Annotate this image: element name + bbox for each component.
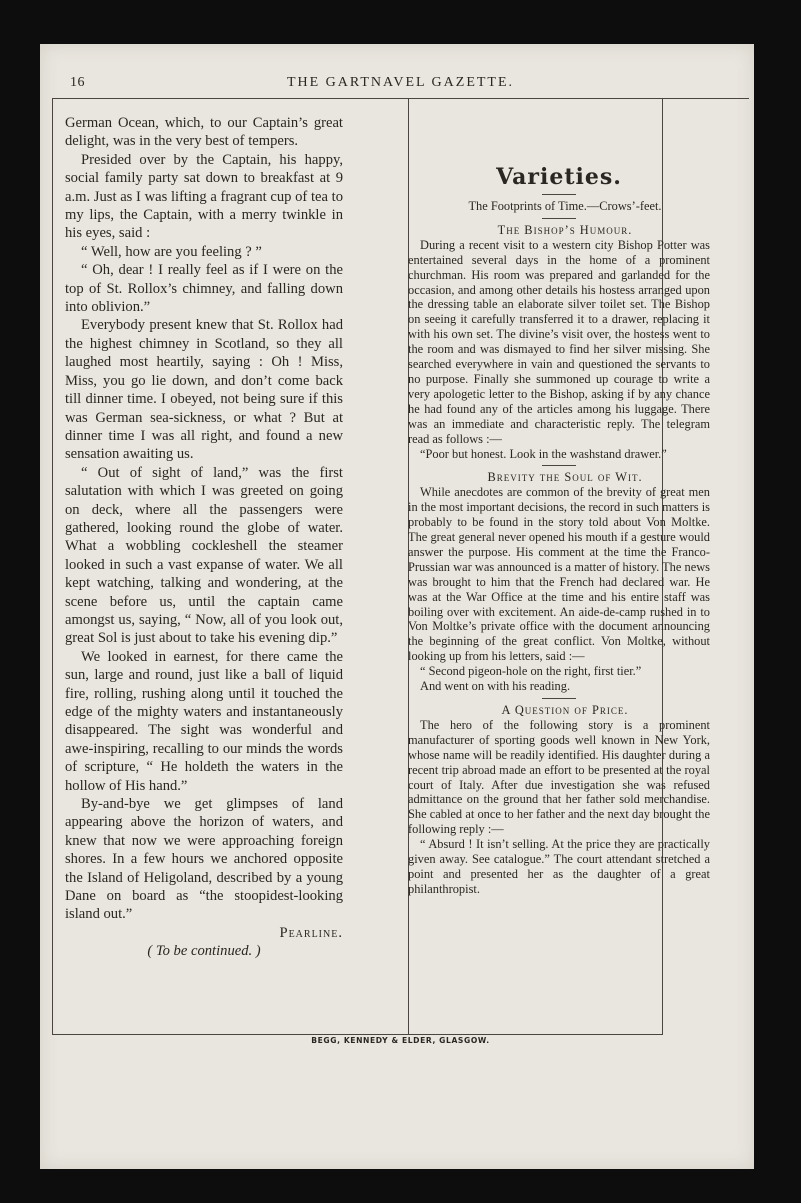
- paragraph: Everybody present knew that St. Rollox had the highest chimney in Scotland, so they all laughed most heartily, saying : Oh ! Miss, Miss, you go lie down, and don’t come back till dinner time. I obeyed, not being sure if this was German sea-sickness, or what ? But at dinner time I was all right, and found a new sensation awaiting us.: [65, 317, 343, 463]
- paragraph: “ Out of sight of land,” was the first salutation with which I was greeted on going on deck, where all the passengers were gathered, looking round the globe of water. What a wobbling cockleshell the steamer looked in such a vast expanse of water. We all kept watching, talking and wondering, at the scene before us, until the captain came amongst us, saying, “ Now, all of you look out, great Sol is just about to take his evening dip.”: [65, 464, 343, 647]
- section-title: A Question of Price.: [501, 703, 629, 717]
- printer-imprint: BEGG, KENNEDY & ELDER, GLASGOW.: [311, 1036, 490, 1045]
- paragraph: German Ocean, which, to our Captain’s great delight, was in the very best of tempers.: [65, 115, 343, 150]
- paragraph: “ Absurd ! It isn’t selling. At the price they are practically given away. See catalogue.” The court attendant stretched a point and presented her as the daughter of a great philanthropist.: [408, 837, 710, 896]
- rule: [542, 218, 576, 219]
- page-title: THE GARTNAVEL GAZETTE.: [286, 75, 515, 90]
- subheading: The Footprints of Time.—Crows’-feet.: [468, 199, 662, 213]
- section-title: The Bishop’s Humour.: [497, 222, 633, 237]
- paragraph: “Poor but honest. Look in the washstand drawer.”: [420, 446, 667, 461]
- paragraph: During a recent visit to a western city Bishop Potter was entertained several days in the home of a prominent churchman. His room was prepared and garlanded for the occasion, and among other details his hostess arranged upon the dressing table an elaborate silver toilet set. The Bishop on seeing it carefully transferred it to a drawer, replacing it with his own set. The divine’s visit over, the hostess went to the room and was dismayed to find her silver missing. She searched everywhere in vain and questioned the servants to no purpose. Finally she summoned up courage to write a very apologetic letter to the Bishop, asking if by any chance he had found any of the articles among his luggage. There was an immediate and characteristic reply. The telegram read as follows :—: [408, 237, 710, 446]
- rule: [542, 698, 576, 699]
- section-title: Brevity the Soul of Wit.: [487, 470, 643, 485]
- left-column: [65, 114, 343, 961]
- paragraph: “ Well, how are you feeling ? ”: [81, 243, 262, 260]
- paragraph: By-and-bye we get glimpses of land appearing above the horizon of waters, and knew that now we were approaching foreign shores. In a few hours we anchored opposite the Island of Heligoland, described by a young Dane on board as “the stoopidest-looking island out.”: [65, 796, 343, 923]
- paragraph: “ Oh, dear ! I really feel as if I were on the top of St. Rollox’s chimney, and falling down into oblivion.”: [65, 262, 343, 316]
- paragraph: Presided over by the Captain, his happy, social family party sat down to breakfast at 9 a.m. Just as I was lifting a fragrant cup of tea to my lips, the Captain, with a merry twinkle in his eyes, said :: [65, 151, 343, 242]
- paragraph: We looked in earnest, for there came the sun, large and round, just like a ball of liquid fire, rolling, rushing along until it touched the edge of the mighty waters and instantaneously disappeared. The sight was wonderful and awe-inspiring, recalling to our minds the words of scripture, “ He holdeth the waters in the hollow of His hand.”: [65, 648, 343, 794]
- varieties-heading: Varieties.: [496, 164, 622, 190]
- page-header: [52, 70, 749, 99]
- page-number: 16: [70, 75, 85, 90]
- paragraph: While anecdotes are common of the brevity of great men in the most important decisions, the record in such matters is probably to be found in the story told about Von Moltke. The great general never opened his mouth if a gesture would answer the purpose. His comment at the time the Franco-Prussian war was announced is a matter of history. The news was brought to him that the French had declared war. He was at the War Office at the time and his entire staff was boiling over with excitement. An aide-de-camp rushed in to Von Moltke’s private office with the document announcing the beginning of the great conflict. Von Moltke, without looking up from his letters, said :—: [408, 485, 710, 664]
- rule: [542, 194, 576, 195]
- paragraph: And went on with his reading.: [420, 679, 571, 694]
- paragraph: “ Second pigeon-hole on the right, first tier.”: [420, 664, 642, 679]
- continued-note: ( To be continued. ): [147, 943, 261, 960]
- right-column: [408, 164, 710, 897]
- author-signature: Pearline.: [279, 924, 343, 941]
- paragraph: The hero of the following story is a prominent manufacturer of sporting goods well known in New York, whose name will be readily identified. His daughter during a recent trip abroad made an effort to be presented at the royal court of Italy. After due investigation she was refused admittance on the ground that her father sold merchandise. She cabled at once to her father and the next day brought the following reply :—: [408, 717, 710, 837]
- rule: [542, 465, 576, 466]
